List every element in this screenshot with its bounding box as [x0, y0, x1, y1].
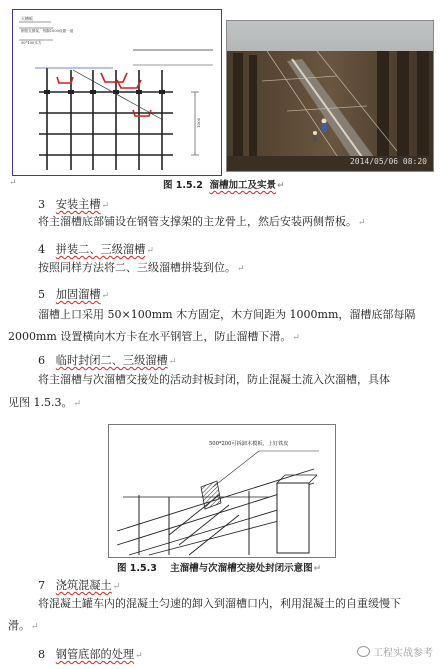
caption-number: 图 1.5.3 [117, 563, 157, 574]
section-6-paragraph-line1 [38, 369, 390, 391]
drawing-label-top: 天槽板 [21, 16, 33, 21]
section-7-paragraph-line2: 滑。↵ [8, 619, 39, 632]
section-5-paragraph-line2: 2000mm 设置横向木方卡在水平钢管上，防止溜槽下滑。↵ [8, 330, 300, 343]
figure-1-5-2-caption: 图 1.5.2 溜槽加工及实景↵ [163, 180, 285, 191]
section-title: 浇筑混凝土 [55, 579, 112, 592]
section-3-heading: 3 安装主槽↵ [38, 198, 110, 211]
caption-number: 图 1.5.2 [163, 180, 203, 191]
section-number: 7 [38, 579, 46, 592]
section-number: 3 [38, 198, 46, 211]
section-number: 6 [38, 354, 46, 367]
section-6-paragraph-line2: 见图 1.5.3。↵ [8, 396, 82, 409]
section-5-paragraph-line1 [38, 304, 415, 326]
section-7-paragraph-line1 [38, 593, 401, 615]
section-4-paragraph: 按照同样方法将二、三级溜槽拼装到位。↵ [38, 261, 245, 274]
section-number: 8 [38, 648, 46, 661]
figure-1-5-3-drawing [108, 424, 336, 558]
section-title: 安装主槽 [55, 198, 101, 211]
paragraph-text: 将主溜槽底部铺设在钢管支撑架的主龙骨上，然后安装两侧帮板。 [38, 215, 357, 228]
figure-1-5-2-drawing [12, 9, 222, 176]
return-mark: ↵ [9, 178, 17, 188]
drawing-label-closure: 500*200可拆卸木模板，上钉铁皮 [209, 441, 289, 447]
wechat-icon [357, 646, 370, 657]
figure-1-5-2-photo [226, 20, 434, 172]
section-number: 4 [38, 243, 46, 256]
paragraph-text: 将混凝土罐车内的混凝土匀速的卸入到溜槽口内，利用混凝土的自重缓慢下 [38, 597, 401, 610]
paragraph-text: 按照同样方法将二、三级溜槽拼装到位。 [38, 261, 236, 274]
section-title: 钢管底部的处理 [55, 648, 135, 661]
section-title: 加固溜槽 [55, 288, 101, 301]
section-3-paragraph: 将主溜槽底部铺设在钢管支撑架的主龙骨上，然后安装两侧帮板。↵ [38, 215, 366, 228]
paragraph-text: 溜槽上口采用 50×100mm 木方固定，木方间距为 1000mm，溜槽底部每隔 [38, 308, 416, 321]
paragraph-text: 见图 1.5.3。 [8, 396, 73, 409]
section-6-heading: 6 临时封闭二、三级溜槽↵ [38, 354, 177, 367]
drawing-label-timber: 50*100木方 [21, 41, 42, 45]
site-photo [227, 21, 433, 171]
dimension-label: 1000 [196, 117, 201, 128]
section-number: 5 [38, 288, 46, 301]
section-title: 临时封闭二、三级溜槽 [55, 354, 168, 367]
section-4-heading: 4 拼装二、三级溜槽↵ [38, 243, 154, 256]
section-7-heading: 7 浇筑混凝土↵ [38, 579, 121, 592]
section-5-heading: 5 加固溜槽↵ [38, 288, 110, 301]
section-8-heading: 8 钢管底部的处理↵ [38, 648, 143, 661]
watermark-text: 工程实战参考 [373, 648, 433, 659]
junction-drawing [109, 425, 335, 557]
paragraph-text: 将主溜槽与次溜槽交接处的活动封板封闭，防止混凝土流入次溜槽，具体 [38, 373, 390, 386]
scaffold-drawing [13, 10, 221, 175]
photo-timestamp: 2014/05/06 08:20 [349, 157, 427, 166]
drawing-label-support: 钢管支撑架、每隔1000设置一道 [21, 29, 74, 33]
watermark [357, 644, 433, 659]
section-title: 拼装二、三级溜槽 [55, 243, 146, 256]
caption-text: 主溜槽与次溜槽交接处封闭示意图 [170, 563, 313, 574]
caption-text: 溜槽加工及实景 [209, 180, 276, 191]
paragraph-text: 滑。 [8, 619, 30, 632]
paragraph-text: 2000mm 设置横向木方卡在水平钢管上，防止溜槽下滑。 [8, 330, 292, 343]
figure-1-5-3-caption: 图 1.5.3 主溜槽与次溜槽交接处封闭示意图↵ [117, 563, 322, 574]
